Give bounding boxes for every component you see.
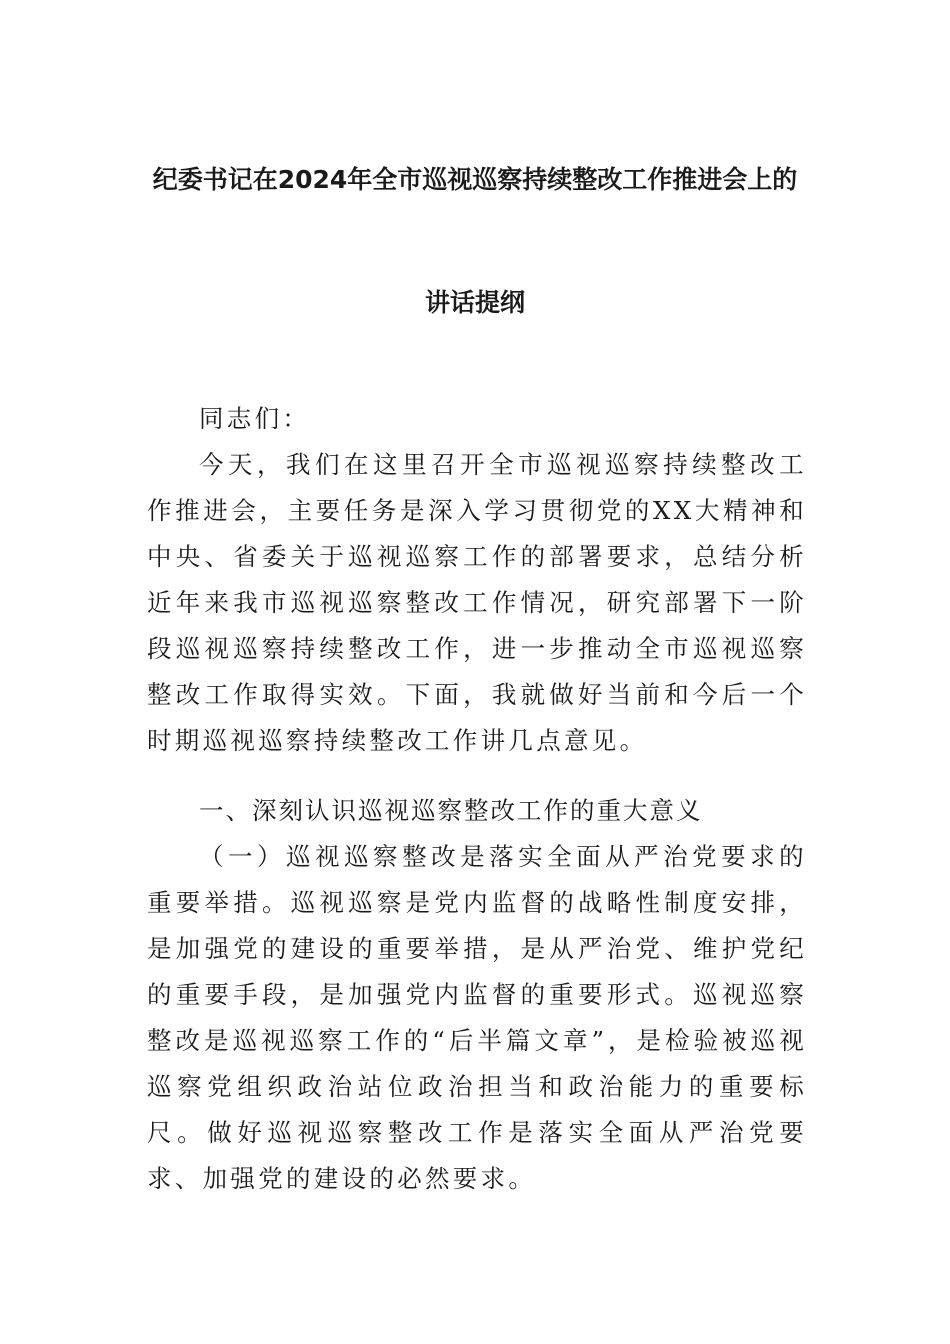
section-heading-1: 一、深刻认识巡视巡察整改工作的重大意义 (199, 796, 703, 825)
document-title-line-2: 讲话提纲 (424, 288, 525, 317)
greeting: 同志们： (199, 404, 311, 433)
paragraph-section-1-1: （一）巡视巡察整改是落实全面从严治党要求的重要举措。巡视巡察是党内监督的战略性制度安排，是加强党的建设的重要举措，是从严治党、维护党纪的重要手段，是加强党内监督的重要形式。巡视巡察整改是巡视巡察工作的“后半篇文章”，是检验被巡视巡察党组织政治站位政治担当和政治能力的重要标尺。做好巡视巡察整改工作是落实全面从严治党要求、加强党的建设的必然要求。 (147, 842, 807, 1193)
paragraph-intro: 今天，我们在这里召开全市巡视巡察持续整改工作推进会，主要任务是深入学习贯彻党的XX大精神和中央、省委关于巡视巡察工作的部署要求，总结分析近年来我市巡视巡察整改工作情况，研究部署下一阶段巡视巡察持续整改工作，进一步推动全市巡视巡察整改工作取得实效。下面，我就做好当前和今后一个时期巡视巡察持续整改工作讲几点意见。 (147, 450, 807, 755)
document-title-line-1: 纪委书记在2024年全市巡视巡察持续整改工作推进会上的 (152, 165, 798, 194)
